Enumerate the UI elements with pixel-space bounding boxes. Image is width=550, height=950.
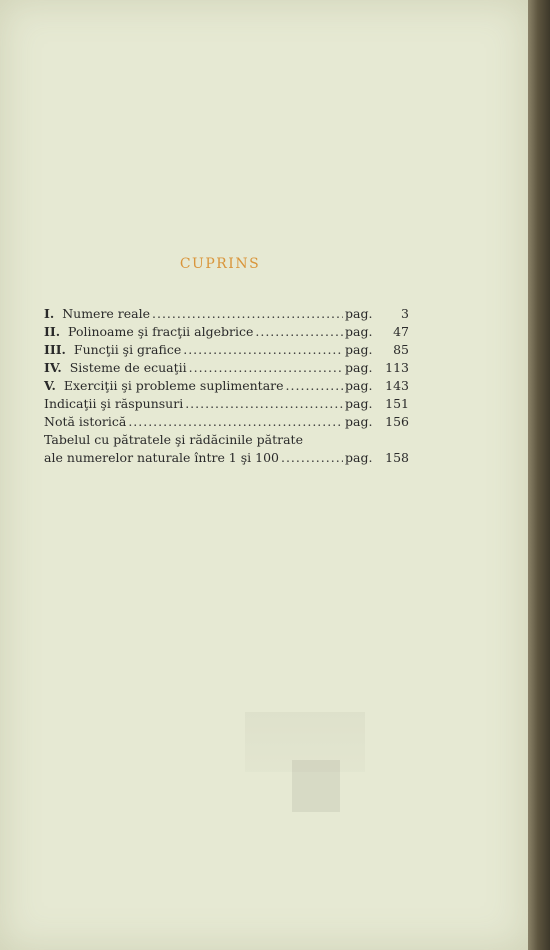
toc-entry xyxy=(44,414,409,432)
toc-pag-label: pag. xyxy=(345,396,373,411)
toc-entry-label: Polinoame şi fracţii algebrice xyxy=(68,324,254,339)
toc-page-number: 113 xyxy=(385,360,409,375)
toc-entry-label: Tabelul cu pătratele şi rădăcinile pătrate xyxy=(44,432,303,447)
toc-page-number: 47 xyxy=(393,324,409,339)
toc-entry-label: ale numerelor naturale între 1 şi 100 xyxy=(44,450,279,465)
toc-leader-dots xyxy=(128,414,343,429)
toc-entry xyxy=(44,396,409,414)
toc-entry xyxy=(44,324,409,342)
toc-entry xyxy=(44,306,409,324)
page-edge xyxy=(528,0,550,950)
toc-entry-line1 xyxy=(44,432,409,450)
toc-entry-number: V. xyxy=(44,378,56,393)
toc-page-number: 143 xyxy=(385,378,409,393)
toc-entry-number: I. xyxy=(44,306,55,321)
toc-entry-number: II. xyxy=(44,324,61,339)
toc-pag-label: pag. xyxy=(345,360,373,375)
toc-entry-label: Indicaţii şi răspunsuri xyxy=(44,396,184,411)
toc-leader-dots xyxy=(189,360,343,375)
toc-page-number: 3 xyxy=(401,306,409,321)
toc-entry-line2 xyxy=(44,450,409,468)
toc-pag-label: pag. xyxy=(345,378,373,393)
toc-entry-label: Notă istorică xyxy=(44,414,127,429)
toc-leader-dots xyxy=(185,396,343,411)
toc-leader-dots xyxy=(183,342,343,357)
toc-pag-label: pag. xyxy=(345,450,373,465)
toc-entry-label: Funcţii şi grafice xyxy=(73,342,182,357)
toc-leader-dots xyxy=(281,450,343,465)
toc-entry xyxy=(44,378,409,396)
toc-entry-number: IV. xyxy=(44,360,62,375)
toc-entry xyxy=(44,360,409,378)
toc-leader-dots xyxy=(255,324,343,339)
toc-entry-label: Exerciţii şi probleme suplimentare xyxy=(63,378,284,393)
table-of-contents xyxy=(44,306,409,468)
toc-leader-dots xyxy=(152,306,343,321)
toc-leader-dots xyxy=(286,378,343,393)
toc-entry xyxy=(44,342,409,360)
toc-page-number: 156 xyxy=(385,414,409,429)
toc-page-number: 158 xyxy=(385,450,409,465)
toc-entry-number: III. xyxy=(44,342,66,357)
page-title: CUPRINS xyxy=(179,256,261,272)
toc-pag-label: pag. xyxy=(345,414,373,429)
toc-entry-label: Sisteme de ecuaţii xyxy=(69,360,187,375)
toc-page-number: 85 xyxy=(393,342,409,357)
bleed-through-stamp xyxy=(292,760,340,812)
toc-pag-label: pag. xyxy=(345,306,373,321)
toc-page-number: 151 xyxy=(385,396,409,411)
toc-pag-label: pag. xyxy=(345,342,373,357)
toc-pag-label: pag. xyxy=(345,324,373,339)
toc-entry-label: Numere reale xyxy=(62,306,151,321)
